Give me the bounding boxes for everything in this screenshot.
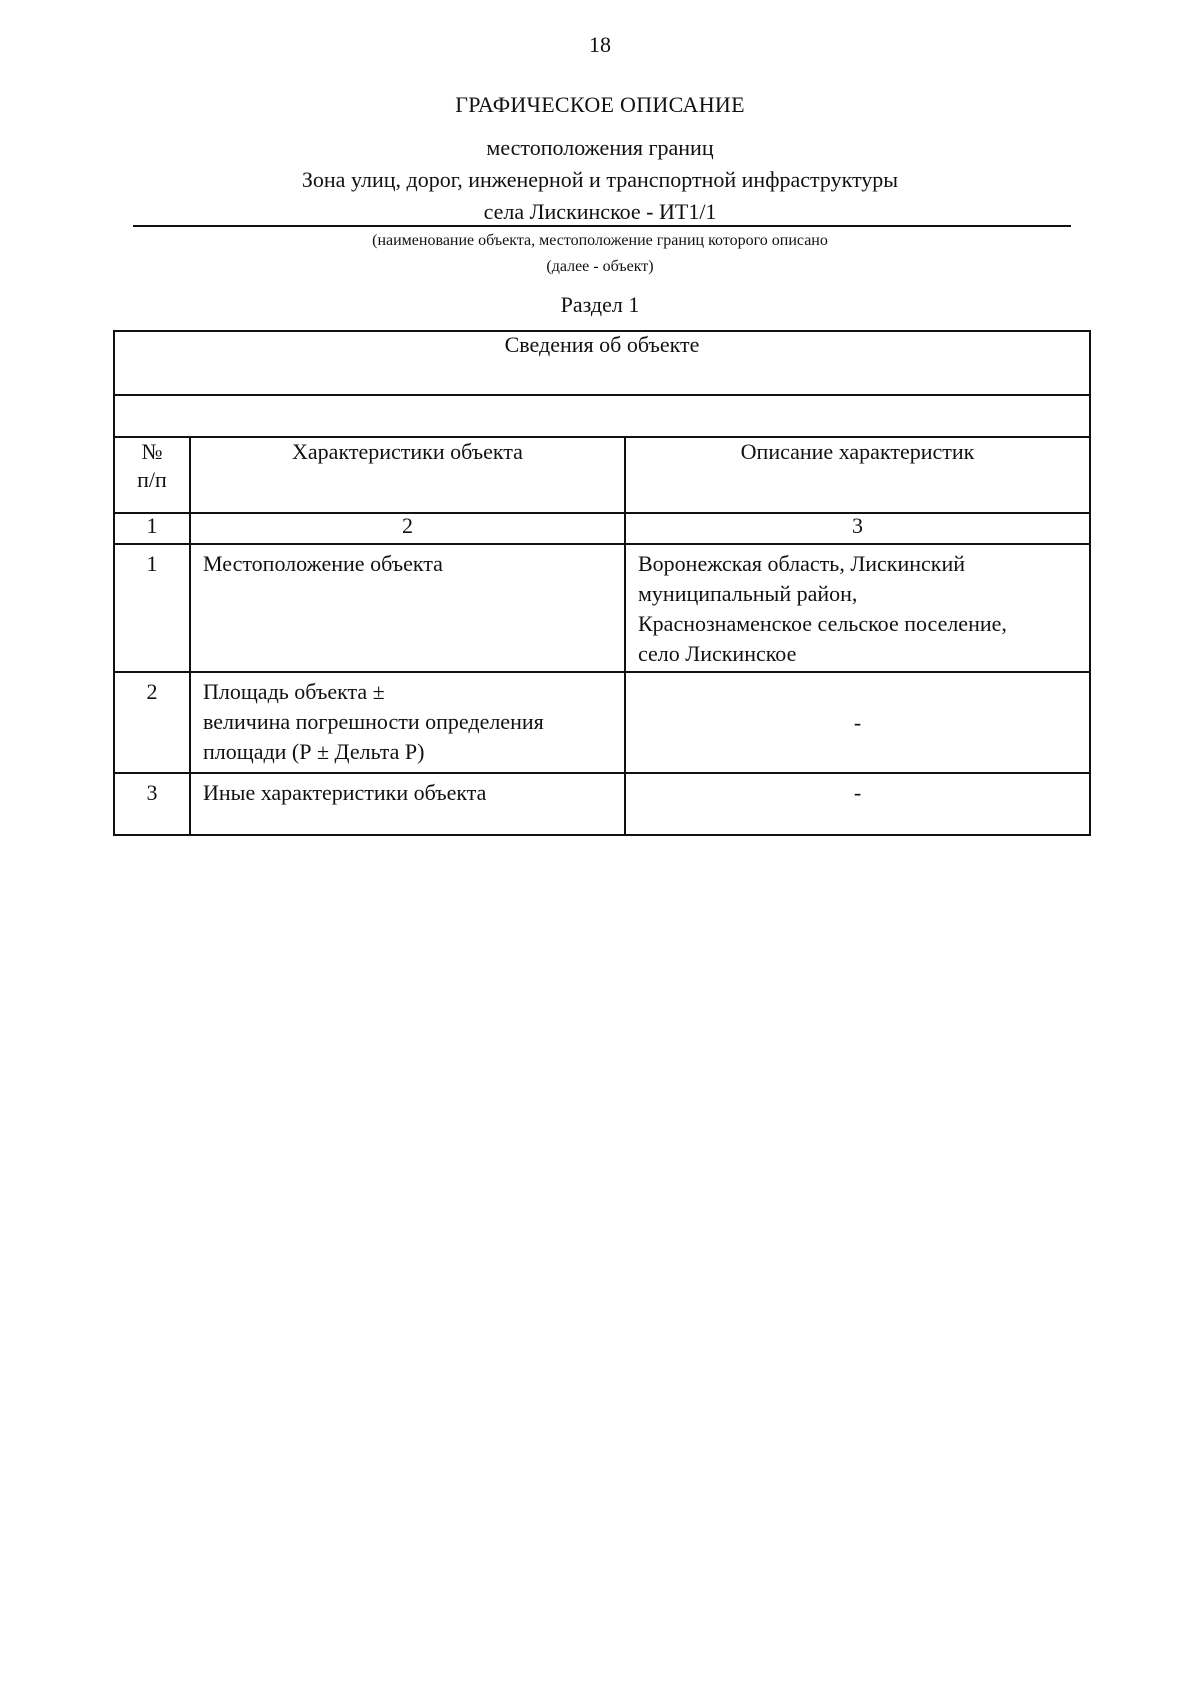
row-description: - — [625, 672, 1090, 773]
page-number: 18 — [589, 32, 611, 57]
row-characteristic — [190, 544, 625, 672]
row-number: 2 — [114, 672, 190, 773]
table-row — [114, 544, 1090, 672]
object-caption — [0, 228, 1200, 280]
document-title: ГРАФИЧЕСКОЕ ОПИСАНИЕ — [455, 92, 745, 117]
table-header-row — [114, 437, 1090, 513]
subtitle-line: села Лискинское - ИТ1/1 — [483, 199, 717, 224]
caption-line: (далее - объект) — [546, 258, 654, 275]
characteristic-line: Иные характеристики объекта — [203, 780, 487, 805]
header-characteristics: Характеристики объекта — [190, 437, 625, 513]
column-index: 3 — [625, 513, 1090, 544]
document-subtitle — [0, 132, 1200, 228]
description-line: село Лискинское — [638, 641, 797, 666]
section-label: Раздел 1 — [560, 292, 640, 317]
table-row — [114, 672, 1090, 773]
row-characteristic — [190, 773, 625, 835]
object-info-table — [113, 330, 1091, 836]
characteristic-line: Площадь объекта ± — [203, 679, 385, 704]
column-index: 1 — [114, 513, 190, 544]
header-num — [114, 437, 190, 513]
subtitle-line: Зона улиц, дорог, инженерной и транспортной инфраструктуры — [301, 167, 899, 192]
empty-cell — [114, 395, 1090, 437]
header-num-line: п/п — [137, 467, 167, 492]
row-characteristic — [190, 672, 625, 773]
table-row — [114, 773, 1090, 835]
table-empty-row — [114, 395, 1090, 437]
table-title: Сведения об объекте — [114, 331, 1090, 395]
description-line: Воронежская область, Лискинский — [638, 551, 966, 576]
row-number: 3 — [114, 773, 190, 835]
description-line: муниципальный район, — [638, 581, 858, 606]
row-description: - — [625, 773, 1090, 835]
caption-line: (наименование объекта, местоположение границ которого описано — [372, 232, 828, 249]
subtitle-line: местоположения границ — [486, 135, 714, 160]
description-line: Краснознаменское сельское поселение, — [638, 611, 1007, 636]
row-description — [625, 544, 1090, 672]
header-num-line: № — [141, 439, 163, 464]
table-title-row — [114, 331, 1090, 395]
header-description: Описание характеристик — [625, 437, 1090, 513]
row-number: 1 — [114, 544, 190, 672]
characteristic-line: Местоположение объекта — [203, 551, 443, 576]
title-underline — [133, 225, 1071, 227]
column-index: 2 — [190, 513, 625, 544]
column-index-row — [114, 513, 1090, 544]
characteristic-line: площади (Р ± Дельта Р) — [203, 739, 425, 764]
characteristic-line: величина погрешности определения — [203, 709, 544, 734]
